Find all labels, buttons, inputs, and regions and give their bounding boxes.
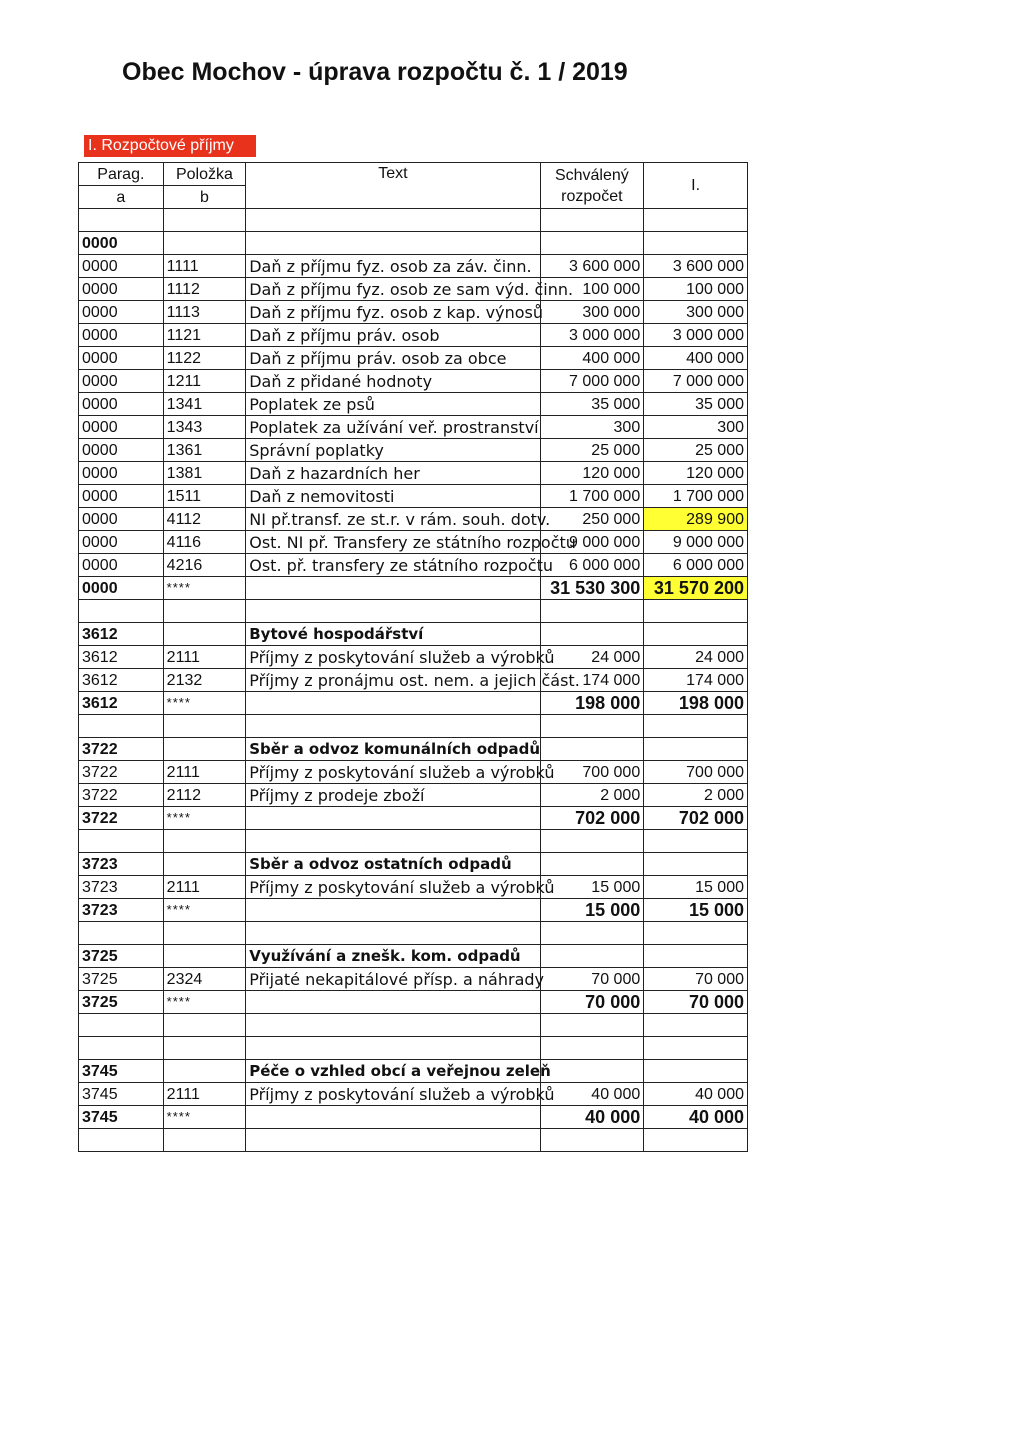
paragraph-code: 0000 <box>79 462 164 485</box>
empty-cell <box>540 1129 644 1152</box>
revised-total: 40 000 <box>644 1106 748 1129</box>
empty-cell <box>644 600 748 623</box>
item-code: 1211 <box>163 370 246 393</box>
table-row <box>79 554 748 577</box>
empty-cell <box>163 922 246 945</box>
paragraph-code: 0000 <box>79 554 164 577</box>
empty-cell <box>644 232 748 255</box>
header-approved <box>540 163 644 209</box>
approved-amount: 250 000 <box>540 508 644 531</box>
empty-cell <box>644 1037 748 1060</box>
empty-cell <box>644 945 748 968</box>
revised-amount: 400 000 <box>644 347 748 370</box>
table-row <box>79 393 748 416</box>
empty-cell <box>163 209 246 232</box>
revised-amount: 9 000 000 <box>644 531 748 554</box>
item-description: Daň z přidané hodnoty <box>246 370 540 393</box>
item-code: 1121 <box>163 324 246 347</box>
empty-cell <box>540 853 644 876</box>
empty-cell <box>246 807 540 830</box>
empty-cell <box>644 853 748 876</box>
approved-amount: 3 600 000 <box>540 255 644 278</box>
table-row <box>79 508 748 531</box>
table-row <box>79 876 748 899</box>
empty-cell <box>540 600 644 623</box>
approved-amount: 400 000 <box>540 347 644 370</box>
item-description: Přijaté nekapitálové přísp. a náhrady <box>246 968 540 991</box>
paragraph-code: 0000 <box>79 301 164 324</box>
header-approved-line2: rozpočet <box>561 187 623 205</box>
item-code: 1381 <box>163 462 246 485</box>
empty-cell <box>79 922 164 945</box>
empty-cell <box>163 1014 246 1037</box>
item-description: Daň z příjmu fyz. osob z kap. výnosů <box>246 301 540 324</box>
table-row <box>79 761 748 784</box>
revised-amount: 70 000 <box>644 968 748 991</box>
total-marker: **** <box>163 899 246 922</box>
header-parag-sub: a <box>79 186 164 209</box>
empty-cell <box>163 600 246 623</box>
budget-table <box>78 162 748 1152</box>
table-row <box>79 416 748 439</box>
empty-cell <box>540 1060 644 1083</box>
table-row <box>79 1083 748 1106</box>
empty-cell <box>540 232 644 255</box>
empty-cell <box>540 715 644 738</box>
approved-total: 702 000 <box>540 807 644 830</box>
approved-amount: 70 000 <box>540 968 644 991</box>
section-name: Péče o vzhled obcí a veřejnou zeleň <box>246 1060 540 1083</box>
empty-cell <box>79 600 164 623</box>
approved-amount: 15 000 <box>540 876 644 899</box>
item-code: 1361 <box>163 439 246 462</box>
paragraph-code: 3745 <box>79 1060 164 1083</box>
item-code: 1113 <box>163 301 246 324</box>
spacer-row <box>79 1014 748 1037</box>
empty-cell <box>246 1129 540 1152</box>
empty-cell <box>540 738 644 761</box>
section-header-row <box>79 623 748 646</box>
paragraph-code: 3722 <box>79 738 164 761</box>
total-marker: **** <box>163 692 246 715</box>
empty-cell <box>540 922 644 945</box>
empty-cell <box>540 830 644 853</box>
paragraph-code: 3722 <box>79 807 164 830</box>
table-body <box>79 209 748 1152</box>
item-description: Příjmy z prodeje zboží <box>246 784 540 807</box>
approved-amount: 2 000 <box>540 784 644 807</box>
section-name: Využívání a znešk. kom. odpadů <box>246 945 540 968</box>
revised-amount: 24 000 <box>644 646 748 669</box>
spacer-row <box>79 830 748 853</box>
table-row <box>79 462 748 485</box>
revised-amount: 1 700 000 <box>644 485 748 508</box>
table-row <box>79 370 748 393</box>
empty-cell <box>246 209 540 232</box>
paragraph-code: 0000 <box>79 393 164 416</box>
paragraph-code: 0000 <box>79 278 164 301</box>
item-code: 2324 <box>163 968 246 991</box>
item-description: Příjmy z pronájmu ost. nem. a jejich část. <box>246 669 540 692</box>
revised-amount: 3 600 000 <box>644 255 748 278</box>
paragraph-code: 3722 <box>79 761 164 784</box>
empty-cell <box>644 830 748 853</box>
approved-total: 40 000 <box>540 1106 644 1129</box>
spacer-row <box>79 1037 748 1060</box>
spacer-row <box>79 600 748 623</box>
spacer-row <box>79 922 748 945</box>
section-header-row <box>79 1060 748 1083</box>
paragraph-code: 0000 <box>79 439 164 462</box>
item-code: 1112 <box>163 278 246 301</box>
approved-amount: 100 000 <box>540 278 644 301</box>
paragraph-code: 3612 <box>79 692 164 715</box>
empty-cell <box>163 1129 246 1152</box>
table-row <box>79 485 748 508</box>
paragraph-code: 3612 <box>79 623 164 646</box>
item-description: Poplatek ze psů <box>246 393 540 416</box>
item-description: Příjmy z poskytování služeb a výrobků <box>246 876 540 899</box>
revised-amount: 35 000 <box>644 393 748 416</box>
empty-cell <box>644 1014 748 1037</box>
empty-cell <box>163 945 246 968</box>
approved-amount: 300 000 <box>540 301 644 324</box>
paragraph-code: 0000 <box>79 577 164 600</box>
item-description: Příjmy z poskytování služeb a výrobků <box>246 1083 540 1106</box>
paragraph-code: 0000 <box>79 508 164 531</box>
empty-cell <box>163 1037 246 1060</box>
item-code: 1111 <box>163 255 246 278</box>
table-row <box>79 324 748 347</box>
empty-cell <box>246 922 540 945</box>
approved-total: 70 000 <box>540 991 644 1014</box>
item-description: Daň z nemovitosti <box>246 485 540 508</box>
empty-cell <box>79 1037 164 1060</box>
empty-cell <box>163 623 246 646</box>
section-label: I. Rozpočtové příjmy <box>84 135 256 157</box>
total-marker: **** <box>163 1106 246 1129</box>
revised-total: 70 000 <box>644 991 748 1014</box>
empty-cell <box>246 692 540 715</box>
header-text: Text <box>246 163 540 209</box>
empty-cell <box>644 715 748 738</box>
paragraph-code: 3725 <box>79 968 164 991</box>
item-description: Daň z příjmu práv. osob <box>246 324 540 347</box>
paragraph-code: 3722 <box>79 784 164 807</box>
item-code: 2111 <box>163 646 246 669</box>
empty-cell <box>644 738 748 761</box>
empty-cell <box>79 715 164 738</box>
empty-cell <box>246 715 540 738</box>
table-row <box>79 968 748 991</box>
paragraph-code: 3723 <box>79 899 164 922</box>
empty-cell <box>163 853 246 876</box>
paragraph-code: 0000 <box>79 324 164 347</box>
approved-total: 15 000 <box>540 899 644 922</box>
total-row <box>79 577 748 600</box>
revised-total: 702 000 <box>644 807 748 830</box>
table-row <box>79 439 748 462</box>
total-row <box>79 1106 748 1129</box>
section-name <box>246 232 540 255</box>
item-description: Poplatek za užívání veř. prostranství <box>246 416 540 439</box>
table-row <box>79 784 748 807</box>
item-description: Příjmy z poskytování služeb a výrobků <box>246 761 540 784</box>
approved-amount: 7 000 000 <box>540 370 644 393</box>
paragraph-code: 0000 <box>79 232 164 255</box>
empty-cell <box>644 623 748 646</box>
empty-cell <box>246 577 540 600</box>
section-name: Sběr a odvoz ostatních odpadů <box>246 853 540 876</box>
item-description: Daň z příjmu fyz. osob za záv. činn. <box>246 255 540 278</box>
approved-total: 31 530 300 <box>540 577 644 600</box>
total-marker: **** <box>163 807 246 830</box>
section-name: Sběr a odvoz komunálních odpadů <box>246 738 540 761</box>
empty-cell <box>163 1060 246 1083</box>
item-description: Příjmy z poskytování služeb a výrobků <box>246 646 540 669</box>
item-code: 1122 <box>163 347 246 370</box>
revised-amount: 25 000 <box>644 439 748 462</box>
revised-amount: 700 000 <box>644 761 748 784</box>
approved-amount: 174 000 <box>540 669 644 692</box>
empty-cell <box>246 830 540 853</box>
revised-total: 31 570 200 <box>644 577 748 600</box>
header-approved-line1: Schválený <box>554 166 629 184</box>
item-code: 1343 <box>163 416 246 439</box>
revised-amount: 2 000 <box>644 784 748 807</box>
empty-cell <box>246 1037 540 1060</box>
paragraph-code: 0000 <box>79 255 164 278</box>
section-header-row <box>79 232 748 255</box>
total-marker: **** <box>163 577 246 600</box>
revised-amount: 174 000 <box>644 669 748 692</box>
paragraph-code: 0000 <box>79 370 164 393</box>
spacer-row <box>79 1129 748 1152</box>
empty-cell <box>246 899 540 922</box>
empty-cell <box>540 623 644 646</box>
page-title: Obec Mochov - úprava rozpočtu č. 1 / 2019 <box>122 58 628 86</box>
approved-total: 198 000 <box>540 692 644 715</box>
item-code: 4216 <box>163 554 246 577</box>
item-description: Daň z příjmu práv. osob za obce <box>246 347 540 370</box>
empty-cell <box>79 830 164 853</box>
total-row <box>79 807 748 830</box>
approved-amount: 120 000 <box>540 462 644 485</box>
revised-amount: 100 000 <box>644 278 748 301</box>
paragraph-code: 0000 <box>79 531 164 554</box>
empty-cell <box>644 1060 748 1083</box>
paragraph-code: 3745 <box>79 1083 164 1106</box>
total-marker: **** <box>163 991 246 1014</box>
spacer-row <box>79 715 748 738</box>
paragraph-code: 3612 <box>79 669 164 692</box>
empty-cell <box>644 922 748 945</box>
item-code: 2111 <box>163 876 246 899</box>
paragraph-code: 0000 <box>79 485 164 508</box>
paragraph-code: 3725 <box>79 945 164 968</box>
header-parag: Parag. <box>79 163 164 186</box>
item-code: 1511 <box>163 485 246 508</box>
header-polozka-sub: b <box>163 186 246 209</box>
table-row <box>79 301 748 324</box>
item-description: Daň z příjmu fyz. osob ze sam výd. činn. <box>246 278 540 301</box>
revised-amount: 15 000 <box>644 876 748 899</box>
item-code: 2132 <box>163 669 246 692</box>
revised-total: 198 000 <box>644 692 748 715</box>
approved-amount: 9 000 000 <box>540 531 644 554</box>
item-description: Ost. NI př. Transfery ze státního rozpočtu <box>246 531 540 554</box>
empty-cell <box>79 1129 164 1152</box>
item-description: Daň z hazardních her <box>246 462 540 485</box>
empty-cell <box>644 209 748 232</box>
approved-amount: 35 000 <box>540 393 644 416</box>
table-row <box>79 278 748 301</box>
table-row <box>79 531 748 554</box>
item-description: Správní poplatky <box>246 439 540 462</box>
item-code: 1341 <box>163 393 246 416</box>
approved-amount: 700 000 <box>540 761 644 784</box>
empty-cell <box>540 945 644 968</box>
section-name: Bytové hospodářství <box>246 623 540 646</box>
paragraph-code: 0000 <box>79 416 164 439</box>
revised-amount: 6 000 000 <box>644 554 748 577</box>
header-rev1: I. <box>644 163 748 209</box>
table-row <box>79 347 748 370</box>
empty-cell <box>540 1037 644 1060</box>
empty-cell <box>163 232 246 255</box>
item-code: 4116 <box>163 531 246 554</box>
section-header-row <box>79 738 748 761</box>
total-row <box>79 692 748 715</box>
empty-cell <box>79 209 164 232</box>
approved-amount: 6 000 000 <box>540 554 644 577</box>
revised-amount: 120 000 <box>644 462 748 485</box>
item-description: Ost. př. transfery ze státního rozpočtu <box>246 554 540 577</box>
approved-amount: 25 000 <box>540 439 644 462</box>
table-row <box>79 646 748 669</box>
approved-amount: 300 <box>540 416 644 439</box>
revised-total: 15 000 <box>644 899 748 922</box>
paragraph-code: 3725 <box>79 991 164 1014</box>
approved-amount: 3 000 000 <box>540 324 644 347</box>
empty-cell <box>246 1106 540 1129</box>
empty-cell <box>246 600 540 623</box>
empty-cell <box>246 1014 540 1037</box>
total-row <box>79 899 748 922</box>
table-row <box>79 255 748 278</box>
paragraph-code: 3723 <box>79 853 164 876</box>
empty-cell <box>163 738 246 761</box>
empty-cell <box>163 830 246 853</box>
revised-amount: 289 900 <box>644 508 748 531</box>
revised-amount: 3 000 000 <box>644 324 748 347</box>
empty-cell <box>540 209 644 232</box>
paragraph-code: 3723 <box>79 876 164 899</box>
table-header <box>79 163 748 209</box>
paragraph-code: 3745 <box>79 1106 164 1129</box>
section-header-row <box>79 853 748 876</box>
empty-cell <box>246 991 540 1014</box>
table-row <box>79 669 748 692</box>
item-code: 2111 <box>163 1083 246 1106</box>
spacer-row <box>79 209 748 232</box>
revised-amount: 40 000 <box>644 1083 748 1106</box>
revised-amount: 300 <box>644 416 748 439</box>
item-code: 4112 <box>163 508 246 531</box>
empty-cell <box>79 1014 164 1037</box>
approved-amount: 24 000 <box>540 646 644 669</box>
total-row <box>79 991 748 1014</box>
item-code: 2111 <box>163 761 246 784</box>
empty-cell <box>540 1014 644 1037</box>
empty-cell <box>644 1129 748 1152</box>
empty-cell <box>163 715 246 738</box>
item-description: NI př.transf. ze st.r. v rám. souh. dotv. <box>246 508 540 531</box>
paragraph-code: 0000 <box>79 347 164 370</box>
paragraph-code: 3612 <box>79 646 164 669</box>
item-code: 2112 <box>163 784 246 807</box>
revised-amount: 7 000 000 <box>644 370 748 393</box>
approved-amount: 1 700 000 <box>540 485 644 508</box>
header-polozka: Položka <box>163 163 246 186</box>
approved-amount: 40 000 <box>540 1083 644 1106</box>
section-header-row <box>79 945 748 968</box>
revised-amount: 300 000 <box>644 301 748 324</box>
